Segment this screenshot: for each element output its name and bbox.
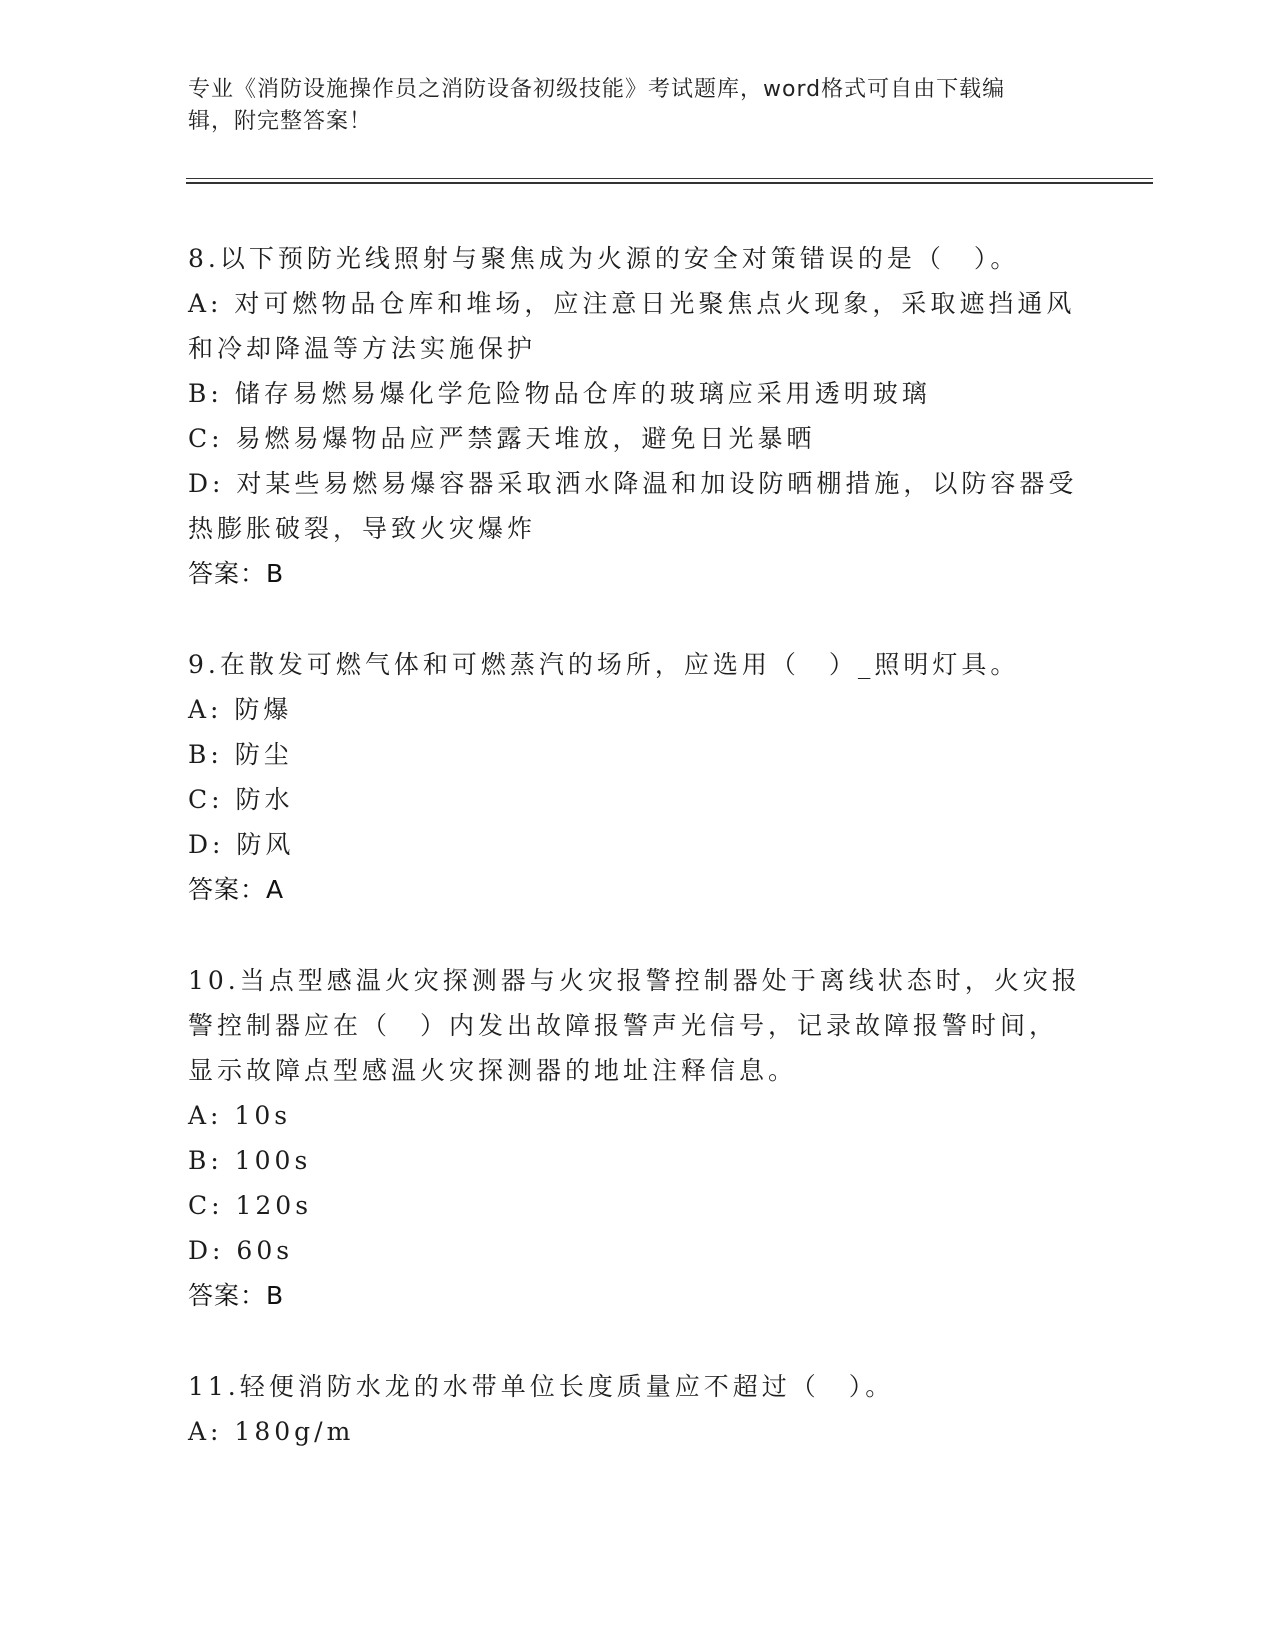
answer-option [188,416,1088,461]
header-double-rule [186,178,1153,184]
answer-option [188,1138,1088,1183]
question-stem-line: 9.在散发可燃气体和可燃蒸汽的场所，应选用（ ）_照明灯具。 [188,650,1020,679]
option-text-line: D: 60s [188,1236,294,1265]
question-stem-line: 8.以下预防光线照射与聚焦成为火源的安全对策错误的是（ ）。 [188,244,1020,273]
rule-line-top [186,178,1153,179]
option-text-line: D: 防风 [188,830,295,859]
question-block [188,236,1088,596]
option-text-line: 热膨胀破裂，导致火灾爆炸 [188,514,537,543]
option-text-line: A: 防爆 [188,695,293,724]
option-text-line: A: 对可燃物品仓库和堆场，应注意日光聚焦点火现象，采取遮挡通风 [188,289,1076,318]
question-block [188,1364,1088,1454]
answer-option [188,1409,1088,1454]
option-text-line: B: 防尘 [188,740,293,769]
option-text-line: A: 180g/m [188,1417,355,1446]
question-list [188,236,1088,1500]
question-stem-line: 10.当点型感温火灾探测器与火灾报警控制器处于离线状态时，火灾报 [188,966,1081,995]
header-line-1: 专业《消防设施操作员之消防设备初级技能》考试题库，word格式可自由下载编 [188,77,1006,102]
question-block [188,642,1088,912]
rule-line-bottom [186,182,1153,184]
question-stem-line: 显示故障点型感温火灾探测器的地址注释信息。 [188,1056,798,1085]
answer-option [188,777,1088,822]
answer-option [188,1228,1088,1273]
option-text-line: D: 对某些易燃易爆容器采取洒水降温和加设防晒棚措施，以防容器受 [188,469,1078,498]
answer-option [188,822,1088,867]
question-block [188,958,1088,1318]
header-line-2: 辑，附完整答案！ [188,109,373,134]
option-text-line: B: 100s [188,1146,312,1175]
option-text-line: A: 10s [188,1101,292,1130]
answer-option [188,371,1088,416]
document-header [188,74,1068,138]
option-text-line: B: 储存易燃易爆化学危险物品仓库的玻璃应采用透明玻璃 [188,379,931,408]
option-text-line: C: 防水 [188,785,294,814]
answer-option [188,1183,1088,1228]
answer-option [188,687,1088,732]
answer-key: 答案：A [188,875,285,904]
question-stem-line: 11.轻便消防水龙的水带单位长度质量应不超过（ ）。 [188,1372,895,1401]
answer-key: 答案：B [188,559,285,588]
option-text-line: 和冷却降温等方法实施保护 [188,334,537,363]
answer-option [188,732,1088,777]
answer-option [188,1093,1088,1138]
answer-option [188,461,1088,551]
option-text-line: C: 易燃易爆物品应严禁露天堆放，避免日光暴晒 [188,424,816,453]
question-stem-line: 警控制器应在（ ）内发出故障报警声光信号，记录故障报警时间， [188,1011,1059,1040]
option-text-line: C: 120s [188,1191,313,1220]
answer-option [188,281,1088,371]
answer-key: 答案：B [188,1281,285,1310]
